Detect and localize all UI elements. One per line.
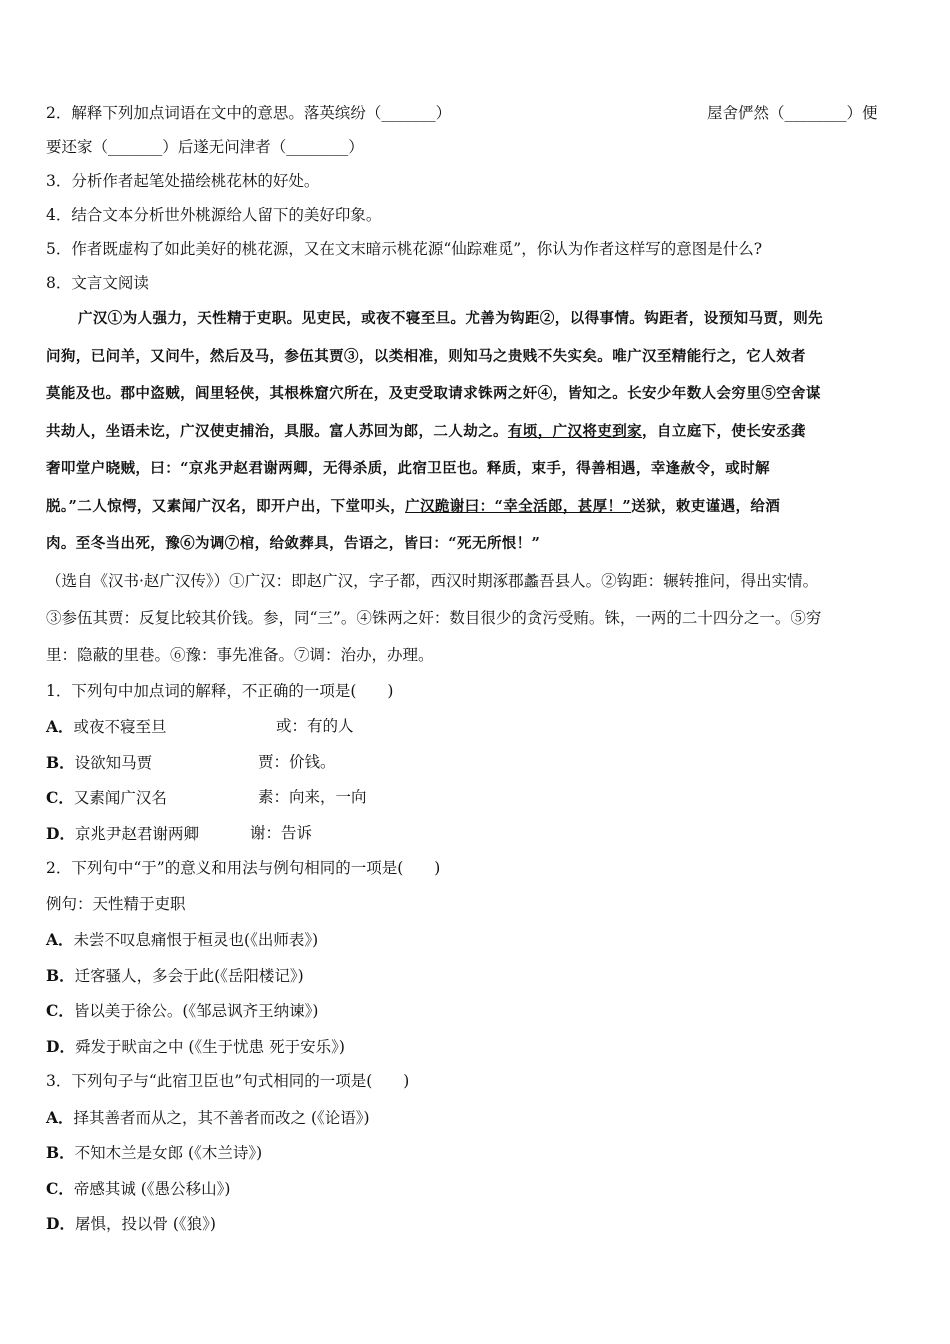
option-text: 设欲知马贾 <box>74 753 153 772</box>
option-label: B． <box>46 1143 75 1162</box>
annotation-line: 里：隐蔽的里巷。⑥豫：事先准备。⑦调：治办，办理。 <box>46 645 434 664</box>
option-d[interactable] <box>46 1029 906 1065</box>
question-2-line-2: 要还家（_______）后遂无问津者（________） <box>46 138 364 156</box>
option-b[interactable] <box>46 1135 906 1171</box>
passage-line: 莫能及也。郡中盗贼，闾里轻侠，其根株窟穴所在，及吏受取请求铢两之奸④，皆知之。长安少年数人会穷里⑤空舍谋 <box>46 385 821 402</box>
question-4: 4．结合文本分析世外桃源给人留下的美好印象。 <box>46 206 382 224</box>
option-gloss: 谢：告诉 <box>250 823 313 842</box>
underlined-sentence: 有顷，广汉将吏到家 <box>507 422 643 440</box>
option-text: 帝感其诚 (《愚公移山》) <box>73 1179 231 1198</box>
question-8-heading: 8．文言文阅读 <box>46 274 149 292</box>
option-a[interactable] <box>46 922 906 958</box>
option-label: A． <box>46 1107 74 1127</box>
option-label: C． <box>46 788 74 807</box>
option-c[interactable] <box>46 1171 906 1207</box>
annotation-line: ③参伍其贾：反复比较其价钱。参，同“三”。④铢两之奸：数目很少的贪污受贿。铢，一两的二十四分之一。⑤穷 <box>46 608 822 627</box>
annotations <box>46 563 906 674</box>
option-text: 皆以美于徐公。(《邹忌讽齐王纳谏》) <box>73 1002 319 1020</box>
option-text: 京兆尹赵君谢两卿 <box>74 824 199 843</box>
option-label: D． <box>46 823 75 843</box>
mcq-2 <box>46 851 906 1064</box>
passage-text: 送狱，敕吏谨遇，给酒 <box>631 497 781 515</box>
passage-text: 脱。”二人惊愕，又素闻广汉名，即开户出，下堂叩头， <box>46 497 406 515</box>
option-b[interactable] <box>46 745 906 781</box>
passage-line: 广汉①为人强力，天性精于吏职。见吏民，或夜不寝至旦。尤善为钩距②，以得事情。钩距者，设预知马贾，则先 <box>78 310 823 327</box>
passage-line: 奢叩堂户晓贼，曰：“京兆尹赵君谢两卿，无得杀质，此宿卫臣也。释质，束手，得善相遇，幸逢赦令，或时解 <box>46 460 770 477</box>
option-d[interactable] <box>46 816 906 852</box>
option-label: B． <box>46 752 75 772</box>
option-d[interactable] <box>46 1206 906 1242</box>
mcq-1 <box>46 674 906 852</box>
option-text: 择其善者而从之，其不善者而改之 (《论语》) <box>73 1108 370 1127</box>
annotation-line: （选自《汉书·赵广汉传》）①广汉：即赵广汉，字子都，西汉时期涿郡蠡吾县人。②钩距：辗转推问，得出实情。 <box>46 571 819 590</box>
question-2-text-cont: 屋舍俨然（________）便 <box>707 104 878 122</box>
option-c[interactable] <box>46 993 906 1029</box>
passage-line <box>46 413 906 451</box>
option-text: 迁客骚人，多会于此(《岳阳楼记》) <box>74 966 304 985</box>
option-gloss: 贾：价钱。 <box>258 752 336 771</box>
option-text: 舜发于畎亩之中 (《生于忧患 死于安乐》) <box>74 1037 345 1056</box>
option-gloss: 素：向来，一向 <box>258 788 367 806</box>
option-b[interactable] <box>46 958 906 994</box>
option-label: C． <box>46 1001 74 1020</box>
option-label: D． <box>46 1214 75 1233</box>
mcq-3 <box>46 1064 906 1242</box>
question-5: 5．作者既虚构了如此美好的桃花源，又在文末暗示桃花源“仙踪难觅”，你认为作者这样写的意图是什么? <box>46 240 763 258</box>
passage-line: 问狗，已问羊，又问牛，然后及马，参伍其贾③，以类相准，则知马之贵贱不失实矣。唯广汉至精能行之，它人效者 <box>46 347 806 365</box>
option-text: 或夜不寝至旦 <box>73 718 167 736</box>
document-page <box>46 96 906 1242</box>
question-2-text: 2．解释下列加点词语在文中的意思。落英缤纷（_______） <box>46 104 452 122</box>
option-label: B． <box>46 965 75 985</box>
passage-text: ，自立庭下，使长安丞龚 <box>642 422 806 440</box>
mcq-stem: 3．下列句子与“此宿卫臣也”句式相同的一项是( ) <box>46 1072 410 1090</box>
passage-line: 肉。至冬当出死，豫⑥为调⑦棺，给敛葬具，告语之，皆曰：“死无所恨！” <box>46 535 541 552</box>
mcq-example: 例句：天性精于吏职 <box>46 894 186 913</box>
option-text: 又素闻广汉名 <box>73 789 167 807</box>
option-label: C． <box>46 1178 74 1198</box>
mcq-stem: 1．下列句中加点词的解释，不正确的一项是( ) <box>46 681 394 700</box>
option-text: 不知木兰是女郎 (《木兰诗》) <box>74 1144 263 1162</box>
underlined-sentence: 广汉跪谢曰：“幸全活郎，甚厚！” <box>405 497 632 515</box>
option-label: D． <box>46 1036 75 1056</box>
option-c[interactable] <box>46 780 906 816</box>
option-gloss: 或：有的人 <box>276 717 354 735</box>
passage-text: 共劫人，坐语未讫，广汉使吏捕治，具服。富人苏回为郎，二人劫之。 <box>46 422 508 440</box>
option-label: A． <box>46 930 74 949</box>
option-a[interactable] <box>46 1100 906 1136</box>
option-a[interactable] <box>46 709 906 745</box>
question-3: 3．分析作者起笔处描绘桃花林的好处。 <box>46 172 320 190</box>
question-2-line-1 <box>46 96 906 130</box>
option-label: A． <box>46 717 74 736</box>
option-text: 未尝不叹息痛恨于桓灵也(《出师表》) <box>73 931 319 949</box>
option-text: 屠惧，投以骨 (《狼》) <box>74 1215 216 1233</box>
classical-passage <box>46 300 906 563</box>
mcq-stem: 2．下列句中“于”的意义和用法与例句相同的一项是( ) <box>46 859 441 877</box>
passage-line <box>46 488 906 526</box>
